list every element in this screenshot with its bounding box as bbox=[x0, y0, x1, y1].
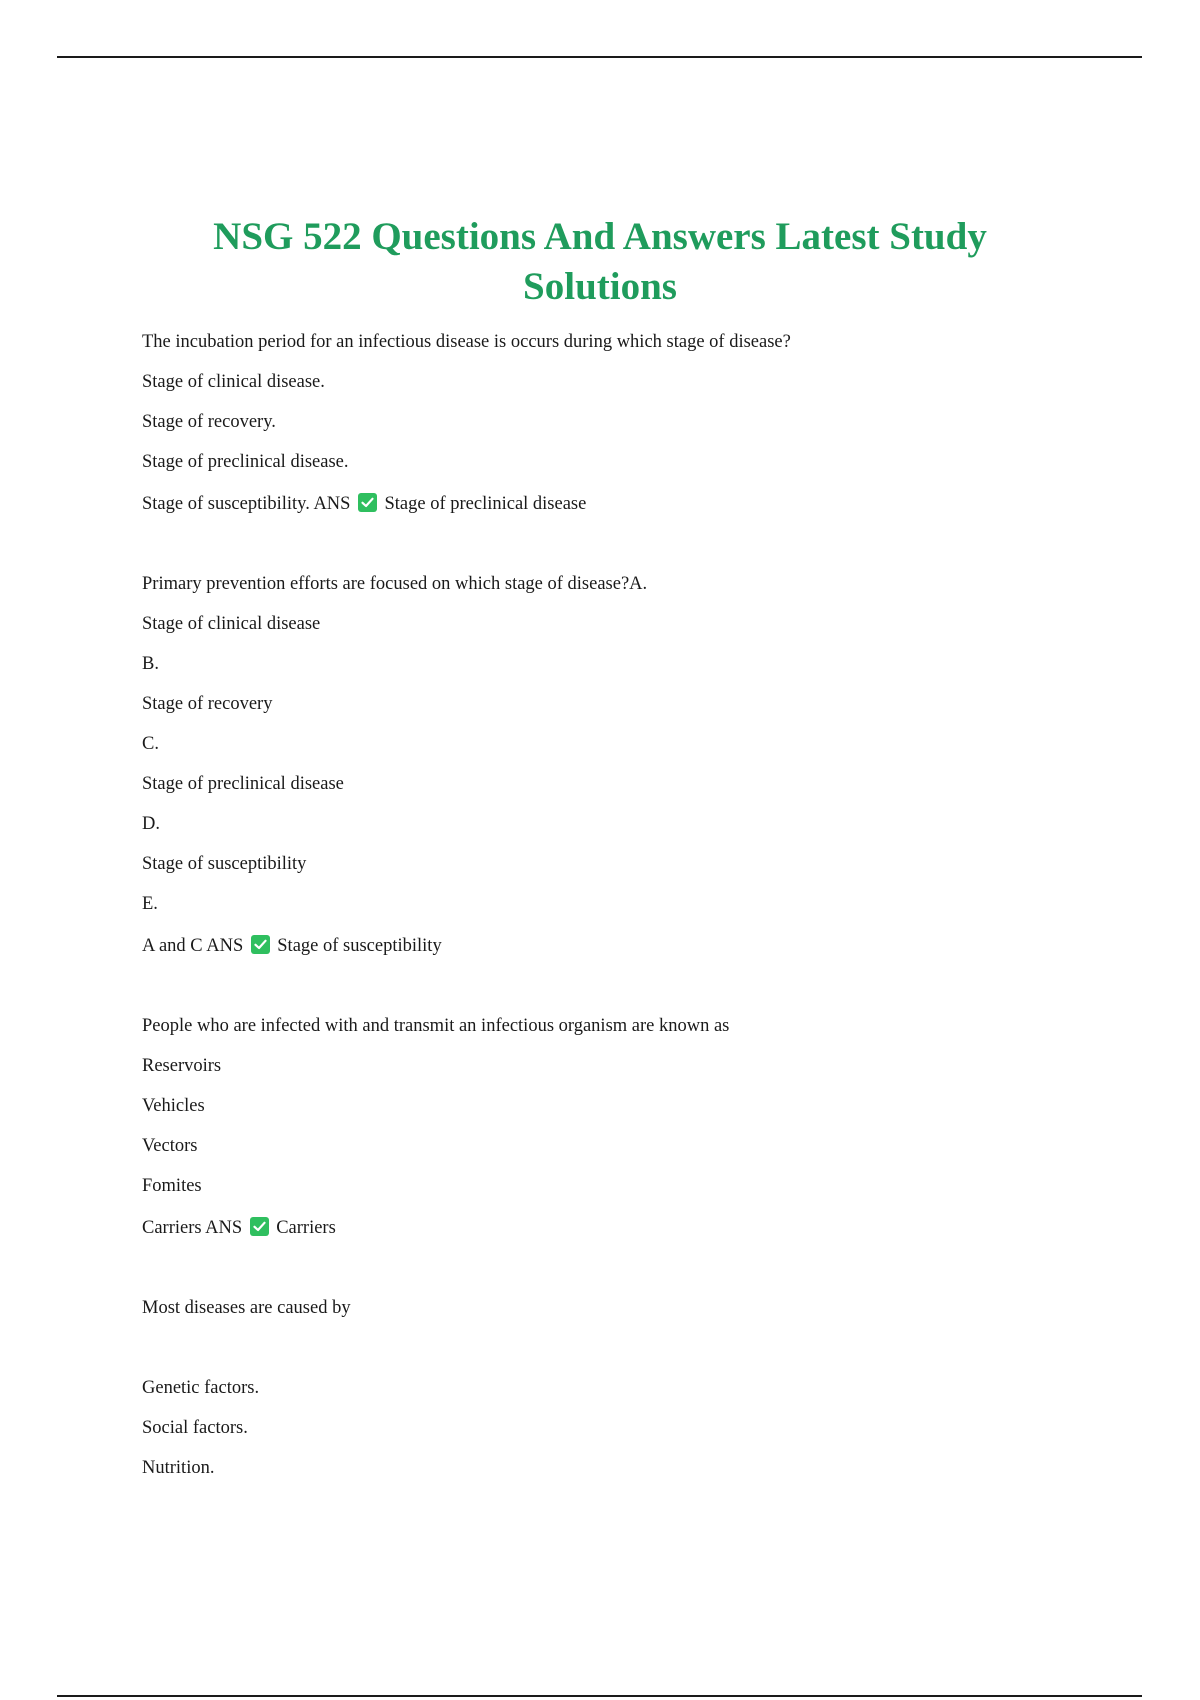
spacer bbox=[142, 1250, 1102, 1288]
spacer bbox=[142, 1328, 1102, 1368]
answer-option: Stage of preclinical disease. bbox=[142, 452, 349, 472]
answer-option: Stage of clinical disease bbox=[142, 614, 321, 634]
answer-option: Genetic factors. bbox=[142, 1378, 260, 1398]
answer-option: Stage of preclinical disease bbox=[142, 774, 344, 794]
check-mark-icon bbox=[251, 935, 270, 954]
correct-answer: Stage of susceptibility bbox=[277, 936, 442, 956]
answer-option: Vehicles bbox=[142, 1096, 205, 1116]
answer-option: Stage of clinical disease. bbox=[142, 372, 325, 392]
answer-prefix: Stage of susceptibility. ANS bbox=[142, 494, 351, 514]
check-mark-icon bbox=[250, 1217, 269, 1236]
document-title: NSG 522 Questions And Answers Latest Study Solutions bbox=[213, 215, 987, 308]
spacer bbox=[142, 968, 1102, 1006]
option-letter: E. bbox=[142, 894, 158, 914]
answer-option: Vectors bbox=[142, 1136, 198, 1156]
answer-option: Nutrition. bbox=[142, 1458, 215, 1478]
document-body bbox=[142, 322, 1102, 1488]
correct-answer: Stage of preclinical disease bbox=[384, 494, 587, 514]
top-rule bbox=[57, 56, 1142, 58]
question-prompt: Primary prevention efforts are focused on which stage of disease?A. bbox=[142, 574, 648, 594]
answer-prefix: Carriers ANS bbox=[142, 1218, 243, 1238]
correct-answer: Carriers bbox=[276, 1218, 336, 1238]
question-block bbox=[142, 564, 1102, 968]
question-block bbox=[142, 1288, 1102, 1488]
answer-line bbox=[142, 924, 1102, 968]
answer-option: Stage of recovery. bbox=[142, 412, 276, 432]
bottom-rule bbox=[57, 1695, 1142, 1697]
answer-line bbox=[142, 482, 1102, 526]
option-letter: C. bbox=[142, 734, 159, 754]
answer-prefix: A and C ANS bbox=[142, 936, 244, 956]
question-prompt: The incubation period for an infectious disease is occurs during which stage of disease? bbox=[142, 332, 791, 352]
question-prompt: People who are infected with and transmit an infectious organism are known as bbox=[142, 1016, 730, 1036]
answer-option: Social factors. bbox=[142, 1418, 248, 1438]
question-prompt: Most diseases are caused by bbox=[142, 1298, 351, 1318]
spacer bbox=[142, 526, 1102, 564]
answer-option: Stage of susceptibility bbox=[142, 854, 307, 874]
answer-option: Stage of recovery bbox=[142, 694, 273, 714]
question-block bbox=[142, 322, 1102, 526]
question-block bbox=[142, 1006, 1102, 1250]
answer-option: Reservoirs bbox=[142, 1056, 222, 1076]
answer-option: Fomites bbox=[142, 1176, 202, 1196]
option-letter: D. bbox=[142, 814, 160, 834]
answer-line bbox=[142, 1206, 1102, 1250]
option-letter: B. bbox=[142, 654, 159, 674]
check-mark-icon bbox=[358, 493, 377, 512]
